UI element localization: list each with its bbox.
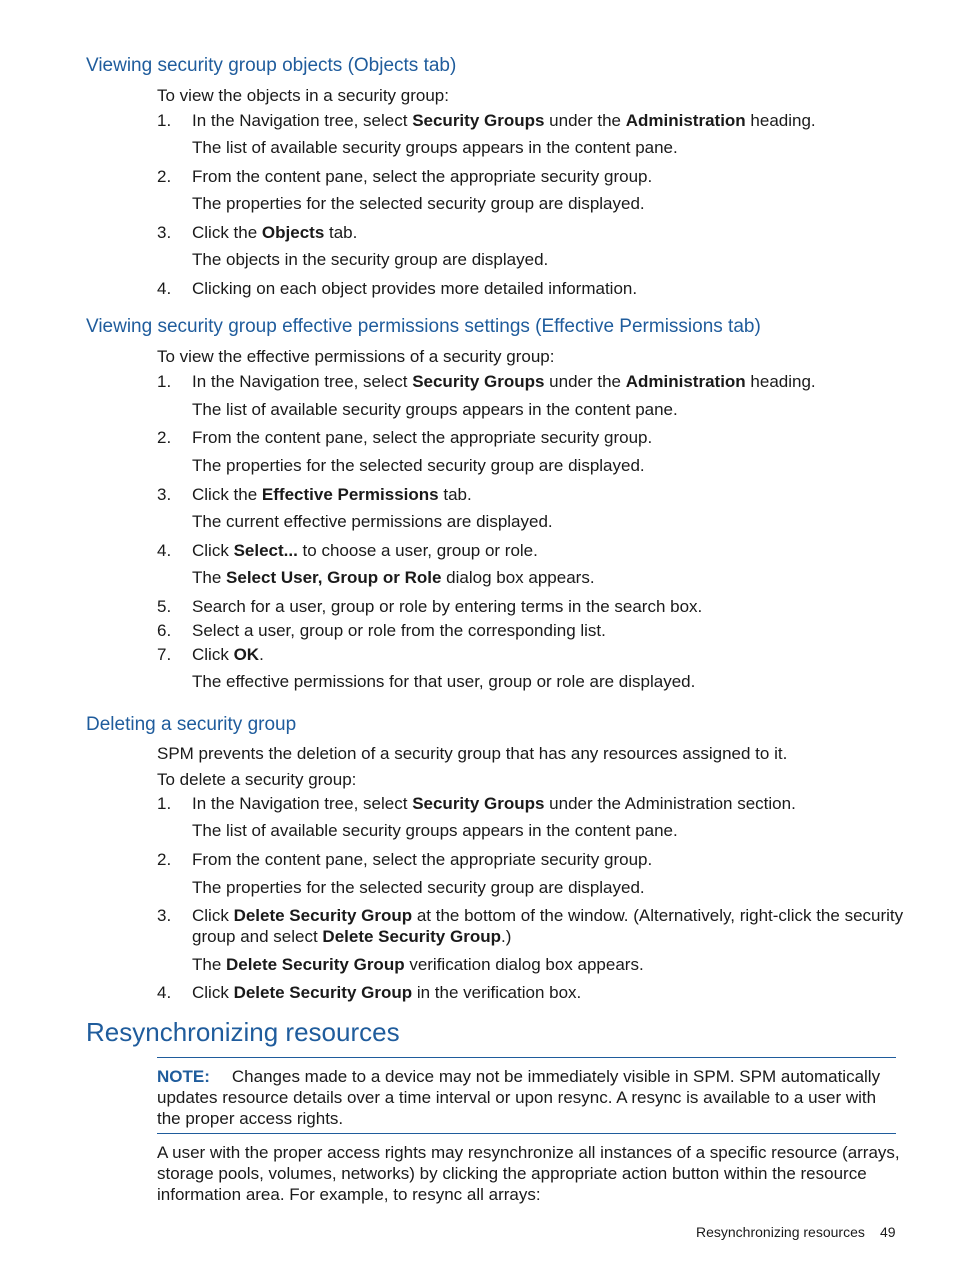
step-text: In the Navigation tree, select Security Groups under the Administration heading. <box>192 111 816 130</box>
step-text: Search for a user, group or role by entering terms in the search box. <box>192 597 703 616</box>
step-text: Click OK. <box>192 645 264 664</box>
step-number: 6. <box>157 621 172 640</box>
section-heading-effective-permissions-tab: Viewing security group effective permissions settings (Effective Permissions tab) <box>86 316 761 337</box>
section-paragraph: SPM prevents the deletion of a security group that has any resources assigned to it. <box>157 744 788 763</box>
step-result: The properties for the selected security group are displayed. <box>192 878 645 897</box>
step-number: 4. <box>157 279 172 298</box>
step-number: 3. <box>157 485 172 504</box>
section-heading-objects-tab: Viewing security group objects (Objects tab) <box>86 55 457 76</box>
section-intro: To delete a security group: <box>157 770 357 789</box>
step-text: Click Delete Security Group at the bottom of the window. (Alternatively, right-click the security <box>192 906 904 925</box>
note-line: the proper access rights. <box>157 1109 344 1128</box>
step-result: The list of available security groups appears in the content pane. <box>192 138 678 157</box>
step-number: 5. <box>157 597 172 616</box>
step-text: Click Select... to choose a user, group or role. <box>192 541 538 560</box>
note-line: NOTE: Changes made to a device may not be immediately visible in SPM. SPM automatically <box>157 1067 881 1086</box>
section-heading-deleting-security-group: Deleting a security group <box>86 714 297 735</box>
step-result: The list of available security groups appears in the content pane. <box>192 400 678 419</box>
step-number: 2. <box>157 167 172 186</box>
step-text: Clicking on each object provides more detailed information. <box>192 279 638 298</box>
paragraph-line: information area. For example, to resync all arrays: <box>157 1185 541 1204</box>
step-number: 1. <box>157 111 172 130</box>
step-result: The Delete Security Group verification dialog box appears. <box>192 955 644 974</box>
step-result: The effective permissions for that user, group or role are displayed. <box>192 672 696 691</box>
paragraph-line: A user with the proper access rights may resynchronize all instances of a specific resource (arrays, <box>157 1143 900 1162</box>
step-number: 4. <box>157 541 172 560</box>
step-result: The objects in the security group are displayed. <box>192 250 549 269</box>
note-label: NOTE: <box>157 1067 210 1086</box>
step-number: 1. <box>157 794 172 813</box>
step-text: From the content pane, select the appropriate security group. <box>192 428 653 447</box>
step-number: 2. <box>157 428 172 447</box>
step-number: 2. <box>157 850 172 869</box>
step-number: 4. <box>157 983 172 1002</box>
section-intro: To view the objects in a security group: <box>157 86 449 105</box>
footer-section-title: Resynchronizing resources <box>696 1224 865 1240</box>
step-text: From the content pane, select the appropriate security group. <box>192 850 653 869</box>
step-text: Select a user, group or role from the corresponding list. <box>192 621 606 640</box>
step-number: 1. <box>157 372 172 391</box>
step-text: In the Navigation tree, select Security Groups under the Administration section. <box>192 794 796 813</box>
step-text: Click the Effective Permissions tab. <box>192 485 472 504</box>
step-result: The properties for the selected security group are displayed. <box>192 456 645 475</box>
step-number: 3. <box>157 223 172 242</box>
page-number: 49 <box>880 1224 896 1240</box>
step-result: The list of available security groups appears in the content pane. <box>192 821 678 840</box>
step-text: From the content pane, select the appropriate security group. <box>192 167 653 186</box>
step-text: Click Delete Security Group in the verification box. <box>192 983 582 1002</box>
step-number: 3. <box>157 906 172 925</box>
step-text-continued: group and select Delete Security Group.) <box>192 927 512 946</box>
paragraph-line: storage pools, volumes, networks) by clicking the appropriate action button within the resource <box>157 1164 867 1183</box>
step-number: 7. <box>157 645 172 664</box>
section-heading-resynchronizing-resources: Resynchronizing resources <box>86 1017 400 1047</box>
step-result: The Select User, Group or Role dialog box appears. <box>192 568 595 587</box>
note-top-rule <box>157 1057 896 1058</box>
step-text: In the Navigation tree, select Security Groups under the Administration heading. <box>192 372 816 391</box>
step-text: Click the Objects tab. <box>192 223 358 242</box>
step-result: The properties for the selected security group are displayed. <box>192 194 645 213</box>
note-bottom-rule <box>157 1133 896 1134</box>
step-result: The current effective permissions are displayed. <box>192 512 553 531</box>
note-line: updates resource details over a time interval or upon resync. A resync is available to a user with <box>157 1088 877 1107</box>
section-intro: To view the effective permissions of a security group: <box>157 347 555 366</box>
